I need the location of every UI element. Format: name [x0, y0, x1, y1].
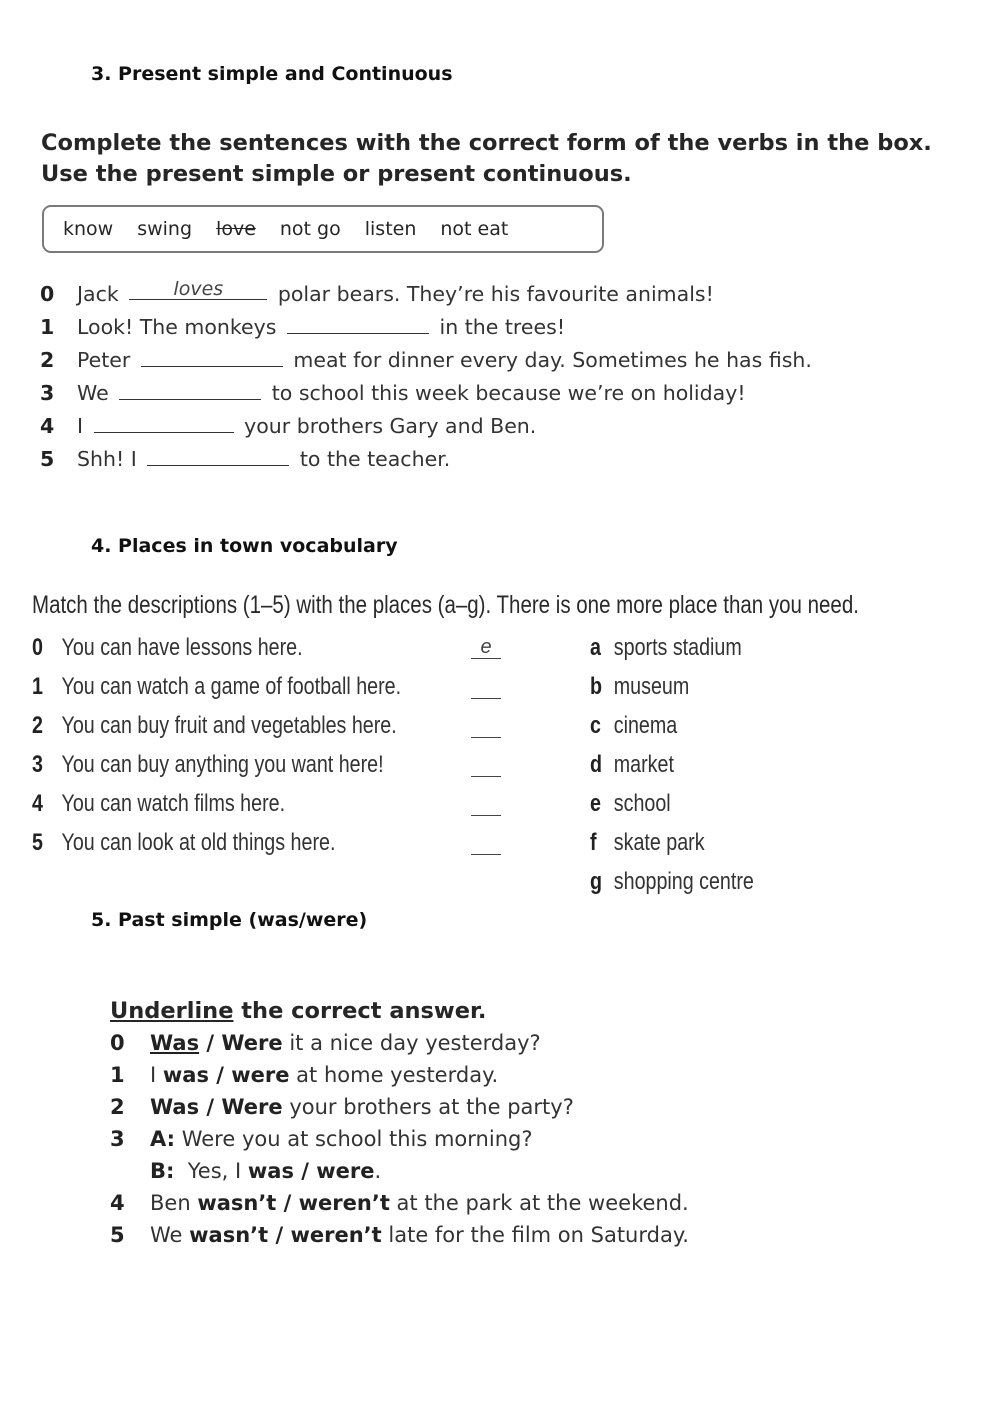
answer-option[interactable]: were [231, 1063, 290, 1087]
match-answer-blank[interactable]: e [471, 636, 501, 659]
word-box-item: swing [137, 218, 193, 240]
place-option-f: f skate park [590, 829, 705, 856]
answer-blank[interactable]: loves [129, 279, 267, 300]
description-item-1: 1 You can watch a game of football here. [32, 673, 402, 700]
section-3-instruction: Complete the sentences with the correct form of the verbs in the box. Use the present simple or present continuous. [41, 130, 932, 187]
answer-blank[interactable] [119, 379, 261, 400]
description-item-4: 4 You can watch films here. [32, 790, 286, 817]
grammar-question-1: 1 I was / were at home yesterday. [110, 1063, 499, 1087]
exercise-3-item-1: 1 Look! The monkeys in the trees! [40, 315, 566, 339]
exercise-3-item-5: 5 Shh! I to the teacher. [40, 447, 451, 471]
answer-blank[interactable] [287, 313, 429, 334]
answer-option[interactable]: weren’t [298, 1191, 390, 1215]
exercise-3-item-3: 3 We to school this week because we’re on holiday! [40, 381, 746, 405]
answer-blank[interactable] [147, 445, 289, 466]
grammar-question-0: 0 Was / Were it a nice day yesterday? [110, 1031, 541, 1055]
description-item-0: 0 You can have lessons here. [32, 634, 303, 661]
verb-word-box [42, 205, 604, 253]
match-answer-blank[interactable] [471, 676, 501, 699]
answer-option[interactable]: was [247, 1159, 294, 1183]
answer-blank[interactable] [94, 412, 234, 433]
place-option-d: d market [590, 751, 674, 778]
section-4-instruction: Match the descriptions (1–5) with the places (a–g). There is one more place than you need. [32, 591, 859, 619]
place-option-c: c cinema [590, 712, 678, 739]
place-option-g: g shopping centre [590, 868, 754, 895]
place-option-e: e school [590, 790, 671, 817]
place-option-a: a sports stadium [590, 634, 742, 661]
answer-option[interactable]: Was [150, 1031, 200, 1055]
exercise-3-item-2: 2 Peter meat for dinner every day. Sometimes he has fish. [40, 348, 812, 372]
match-answer-blank[interactable] [471, 754, 501, 777]
word-box-item: not eat [440, 218, 509, 240]
word-box-item: listen [364, 218, 417, 240]
section-4-heading: 4. Places in town vocabulary [91, 535, 398, 557]
description-item-2: 2 You can buy fruit and vegetables here. [32, 712, 397, 739]
grammar-question-3a: 3 A: Were you at school this morning? [110, 1127, 533, 1151]
grammar-question-4: 4 Ben wasn’t / weren’t at the park at the weekend. [110, 1191, 689, 1215]
answer-option[interactable]: was [162, 1063, 209, 1087]
answer-option[interactable]: wasn’t [197, 1191, 277, 1215]
match-answer-blank[interactable] [471, 793, 501, 816]
word-box-item: know [63, 218, 114, 240]
word-box-item: not go [279, 218, 341, 240]
section-3-heading: 3. Present simple and Continuous [91, 63, 453, 85]
answer-option[interactable]: wasn’t [189, 1223, 269, 1247]
description-item-3: 3 You can buy anything you want here! [32, 751, 384, 778]
grammar-question-5: 5 We wasn’t / weren’t late for the film on Saturday. [110, 1223, 689, 1247]
answer-option[interactable]: were [316, 1159, 375, 1183]
word-box-item-used: love [216, 218, 256, 240]
answer-option[interactable]: weren’t [290, 1223, 382, 1247]
match-answer-blank[interactable] [471, 832, 501, 855]
description-item-5: 5 You can look at old things here. [32, 829, 336, 856]
answer-option[interactable]: Were [221, 1031, 283, 1055]
exercise-3-item-4: 4 I your brothers Gary and Ben. [40, 414, 537, 438]
grammar-question-3b: B: Yes, I was / were. [150, 1159, 382, 1183]
match-answer-blank[interactable] [471, 715, 501, 738]
grammar-question-2: 2 Was / Were your brothers at the party? [110, 1095, 574, 1119]
section-5-instruction: Underline the correct answer. [110, 998, 487, 1024]
exercise-3-item-0: 0 Jack loves polar bears. They’re his favourite animals! [40, 278, 714, 306]
answer-option[interactable]: Were [221, 1095, 283, 1119]
answer-blank[interactable] [141, 346, 283, 367]
place-option-b: b museum [590, 673, 690, 700]
section-5-heading: 5. Past simple (was/were) [91, 909, 368, 931]
answer-option[interactable]: Was [150, 1095, 200, 1119]
